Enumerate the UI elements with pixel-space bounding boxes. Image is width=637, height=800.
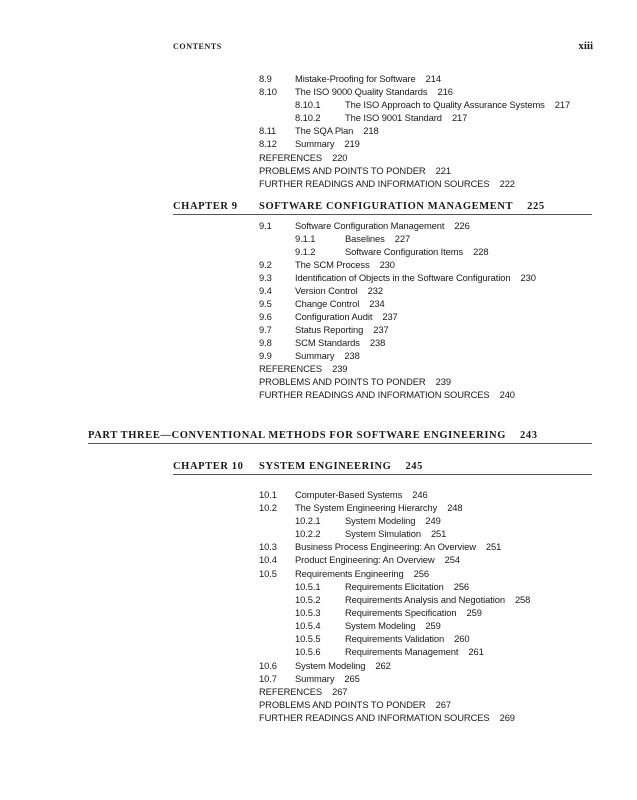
entry-page: 265 [344, 673, 360, 684]
entry-page: 238 [344, 350, 360, 361]
chapter-title[interactable] [259, 201, 545, 212]
running-head: CONTENTS [173, 42, 222, 51]
entry-title: Computer-Based Systems [295, 489, 403, 500]
entry-page: 230 [379, 259, 395, 270]
entry-number: 8.10.1 [295, 99, 321, 110]
entry-number: 9.1.1 [295, 233, 316, 244]
chapter-page: 225 [527, 201, 545, 212]
entry-number: 10.7 [259, 673, 277, 684]
entry-title: REFERENCES [259, 686, 323, 697]
entry-title: SCM Standards [295, 337, 360, 348]
chapter-label: CHAPTER 9 [173, 201, 238, 212]
entry-page: 259 [466, 607, 482, 618]
entry-number: 10.4 [259, 554, 277, 565]
entry-title: Change Control [295, 298, 360, 309]
part-title: PART THREE—CONVENTIONAL METHODS FOR SOFTWARE ENGINEERING [88, 430, 507, 441]
part-rule [88, 443, 592, 444]
entry-number: 9.7 [259, 324, 272, 335]
entry-page: 249 [425, 515, 441, 526]
chapter-label: CHAPTER 10 [173, 461, 244, 472]
entry-title: The ISO Approach to Quality Assurance Systems [345, 99, 545, 110]
entry-page: 228 [473, 246, 489, 257]
entry-page: 251 [430, 528, 447, 539]
entry-number: 9.3 [259, 272, 272, 283]
entry-title: The System Engineering Hierarchy [295, 502, 438, 513]
entry-page: 248 [447, 502, 463, 513]
entry-number: 10.5.2 [295, 594, 321, 605]
entry-number: 9.4 [259, 285, 272, 296]
entry-number: 8.11 [259, 125, 277, 136]
entry-page: 239 [435, 376, 451, 387]
entry-page: 240 [499, 389, 515, 400]
entry-page: 256 [453, 581, 470, 592]
entry-number: 9.6 [259, 311, 272, 322]
entry-title: Product Engineering: An Overview [295, 554, 435, 565]
entry-page: 239 [332, 363, 348, 374]
entry-page: 220 [332, 152, 348, 163]
entry-number: 10.5.6 [295, 646, 321, 657]
entry-number: 9.9 [259, 350, 272, 361]
entry-number: 8.10 [259, 86, 277, 97]
chapter-rule [173, 474, 592, 475]
entry-title: Summary [295, 138, 335, 149]
entry-number: 10.2.2 [295, 528, 321, 539]
entry-page: 269 [499, 712, 515, 723]
entry-page: 259 [425, 620, 441, 631]
entry-page: 216 [437, 86, 453, 97]
entry-title: Requirements Validation [345, 633, 445, 644]
entry-title: The ISO 9001 Standard [345, 112, 442, 123]
entry-page: 238 [369, 337, 386, 348]
entry-page: 237 [373, 324, 389, 335]
entry-page: 219 [344, 138, 360, 149]
entry-title: Requirements Engineering [295, 568, 404, 579]
entry-title: FURTHER READINGS AND INFORMATION SOURCES [259, 178, 490, 189]
entry-number: 10.2 [259, 502, 277, 513]
entry-title: FURTHER READINGS AND INFORMATION SOURCES [259, 712, 490, 723]
chapter-title-text: SYSTEM ENGINEERING [259, 461, 392, 472]
entry-page: 222 [499, 178, 515, 189]
entry-title: System Modeling [295, 660, 366, 671]
part-heading[interactable] [88, 430, 538, 441]
entry-title: PROBLEMS AND POINTS TO PONDER [259, 165, 426, 176]
entry-number: 10.2.1 [295, 515, 321, 526]
entry-number: 10.5.4 [295, 620, 321, 631]
entry-number: 10.3 [259, 541, 277, 552]
entry-page: 227 [394, 233, 411, 244]
entry-page: 254 [444, 554, 460, 565]
entry-page: 217 [554, 99, 571, 110]
entry-title: Requirements Specification [345, 607, 457, 618]
entry-page: 256 [413, 568, 429, 579]
entry-page: 261 [468, 646, 484, 657]
entry-number: 10.5.1 [295, 581, 321, 592]
entry-title: Requirements Management [345, 646, 459, 657]
entry-page: 234 [369, 298, 385, 309]
entry-title: The ISO 9000 Quality Standards [295, 86, 428, 97]
chapter-heading[interactable] [173, 461, 243, 472]
entry-title: Configuration Audit [295, 311, 373, 322]
entry-title: Baselines [345, 233, 385, 244]
entry-page: 246 [412, 489, 428, 500]
page-header [173, 40, 593, 56]
entry-number: 9.5 [259, 298, 272, 309]
entry-title: System Modeling [345, 515, 416, 526]
entry-page: 232 [367, 285, 383, 296]
entry-page: 221 [435, 165, 451, 176]
entry-number: 9.8 [259, 337, 272, 348]
chapter-title[interactable] [259, 461, 423, 472]
entry-number: 10.6 [259, 660, 277, 671]
entry-title: FURTHER READINGS AND INFORMATION SOURCES [259, 389, 490, 400]
chapter-rule [173, 214, 592, 215]
entry-page: 262 [375, 660, 391, 671]
part-page: 243 [520, 430, 538, 441]
chapter-heading[interactable] [173, 201, 238, 212]
entry-page: 226 [454, 220, 470, 231]
entry-number: 9.1 [259, 220, 272, 231]
entry-number: 9.1.2 [295, 246, 316, 257]
entry-page: 217 [451, 112, 468, 123]
entry-title: System Simulation [345, 528, 421, 539]
entry-title: Summary [295, 350, 335, 361]
entry-title: Summary [295, 673, 335, 684]
entry-number: 10.5.5 [295, 633, 321, 644]
entry-title: Software Configuration Management [295, 220, 445, 231]
entry-title: Status Reporting [295, 324, 364, 335]
page-number: xiii [578, 40, 593, 52]
entry-page: 251 [485, 541, 502, 552]
entry-title: Version Control [295, 285, 358, 296]
entry-title: PROBLEMS AND POINTS TO PONDER [259, 699, 426, 710]
entry-title: The SQA Plan [295, 125, 354, 136]
entry-title: Software Configuration Items [345, 246, 464, 257]
entry-number: 10.1 [259, 489, 277, 500]
chapter-title-text: SOFTWARE CONFIGURATION MANAGEMENT [259, 201, 514, 212]
entry-title: Identification of Objects in the Software Configuration [295, 272, 511, 283]
entry-number: 8.10.2 [295, 112, 321, 123]
entry-page: 267 [332, 686, 348, 697]
entry-title: The SCM Process [295, 259, 370, 270]
chapter-page: 245 [405, 461, 424, 472]
entry-number: 10.5.3 [295, 607, 321, 618]
entry-page: 258 [514, 594, 531, 605]
entry-number: 10.5 [259, 568, 277, 579]
entry-number: 8.9 [259, 73, 272, 84]
entry-page: 267 [435, 699, 451, 710]
entry-title: Business Process Engineering: An Overview [295, 541, 476, 552]
entry-page: 230 [520, 272, 536, 283]
entry-title: Requirements Analysis and Negotiation [345, 594, 505, 605]
entry-title: PROBLEMS AND POINTS TO PONDER [259, 376, 426, 387]
entry-number: 8.12 [259, 138, 277, 149]
entry-title: REFERENCES [259, 363, 323, 374]
entry-page: 214 [425, 73, 441, 84]
entry-title: Requirements Elicitation [345, 581, 444, 592]
entry-title: Mistake-Proofing for Software [295, 73, 416, 84]
entry-number: 9.2 [259, 259, 272, 270]
entry-title: REFERENCES [259, 152, 323, 163]
entry-page: 260 [454, 633, 470, 644]
entry-title: System Modeling [345, 620, 416, 631]
entry-page: 218 [363, 125, 379, 136]
entry-page: 237 [382, 311, 398, 322]
